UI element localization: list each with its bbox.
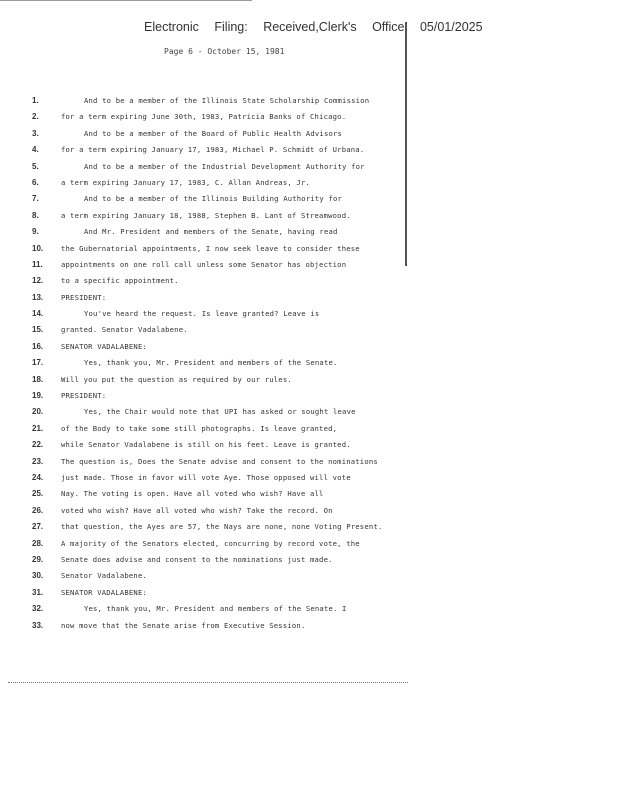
line-text: granted. Senator Vadalabene. <box>61 325 188 335</box>
line-text: for a term expiring June 30th, 1983, Patricia Banks of Chicago. <box>61 112 347 122</box>
transcript-line <box>0 260 618 276</box>
transcript-line <box>0 375 618 391</box>
line-text: Yes, the Chair would note that UPI has asked or sought leave <box>84 407 356 417</box>
transcript-line <box>0 96 618 112</box>
line-number: 13. <box>32 292 44 302</box>
line-number: 6. <box>32 177 39 187</box>
transcript-line <box>0 489 618 505</box>
line-number: 17. <box>32 358 44 368</box>
transcript-line <box>0 424 618 440</box>
line-number: 30. <box>32 571 44 581</box>
transcript-line <box>0 342 618 358</box>
line-text: Senate does advise and consent to the nominations just made. <box>61 554 333 564</box>
line-number: 27. <box>32 522 44 532</box>
transcript-line <box>0 162 618 178</box>
line-text: Yes, thank you, Mr. President and members of the Senate. <box>84 358 338 368</box>
line-number: 2. <box>32 112 39 122</box>
bottom-dotted-rule <box>8 682 408 683</box>
transcript-line <box>0 293 618 309</box>
transcript-line <box>0 309 618 325</box>
line-number: 5. <box>32 161 39 171</box>
line-number: 16. <box>32 341 44 351</box>
line-text: now move that the Senate arise from Executive Session. <box>61 620 306 630</box>
line-text: appointments on one roll call unless some Senator has objection <box>61 259 347 269</box>
line-text: Nay. The voting is open. Have all voted who wish? Have all <box>61 489 324 499</box>
line-text: that question, the Ayes are 57, the Nays are none, none Voting Present. <box>61 522 383 532</box>
line-text: The question is, Does the Senate advise and consent to the nominations <box>61 456 378 466</box>
line-number: 19. <box>32 391 44 401</box>
transcript-line <box>0 571 618 587</box>
transcript-line <box>0 211 618 227</box>
line-text: the Gubernatorial appointments, I now seek leave to consider these <box>61 243 360 253</box>
transcript-line <box>0 473 618 489</box>
line-text: Yes, thank you, Mr. President and members of the Senate. I <box>84 604 347 614</box>
transcript-line <box>0 506 618 522</box>
transcript-line <box>0 244 618 260</box>
line-text: And to be a member of the Illinois State Scholarship Commission <box>84 96 370 105</box>
line-number: 29. <box>32 554 44 564</box>
transcript-line <box>0 407 618 423</box>
transcript-line <box>0 227 618 243</box>
line-text: for a term expiring January 17, 1983, Michael P. Schmidt of Urbana. <box>61 145 365 155</box>
line-number: 9. <box>32 227 39 237</box>
header-date: 05/01/2025 <box>419 20 483 34</box>
transcript-line <box>0 555 618 571</box>
line-number: 10. <box>32 243 44 253</box>
transcript-line <box>0 522 618 538</box>
transcript-line <box>0 276 618 292</box>
transcript-line <box>0 539 618 555</box>
line-text: Senator Vadalabene. <box>61 571 148 581</box>
line-number: 8. <box>32 210 39 220</box>
line-text: And to be a member of the Industrial Development Authority for <box>84 161 365 171</box>
line-number: 31. <box>32 587 44 597</box>
transcript-line <box>0 129 618 145</box>
line-number: 23. <box>32 456 44 466</box>
line-text: voted who wish? Have all voted who wish? Take the record. On <box>61 505 333 515</box>
line-text: PRESIDENT: <box>61 391 107 401</box>
line-text: And Mr. President and members of the Senate, having read <box>84 227 338 237</box>
line-number: 15. <box>32 325 44 335</box>
line-number: 18. <box>32 374 44 384</box>
line-number: 33. <box>32 620 44 630</box>
line-text: Will you put the question as required by our rules. <box>61 374 292 384</box>
line-number: 3. <box>32 128 39 138</box>
transcript-line <box>0 325 618 341</box>
line-text: SENATOR VADALABENE: <box>61 341 148 351</box>
line-text: PRESIDENT: <box>61 292 107 302</box>
transcript-line <box>0 391 618 407</box>
transcript-line <box>0 457 618 473</box>
line-text: a term expiring January 18, 1988, Stephen B. Lant of Streamwood. <box>61 210 351 220</box>
line-number: 21. <box>32 423 44 433</box>
transcript-line <box>0 178 618 194</box>
transcript-body <box>0 96 618 637</box>
header-word-filing: Filing: <box>214 20 248 34</box>
transcript-line <box>0 588 618 604</box>
line-number: 26. <box>32 505 44 515</box>
transcript-line <box>0 621 618 637</box>
filing-stamp-header <box>144 20 495 34</box>
transcript-line <box>0 358 618 374</box>
transcript-line <box>0 145 618 161</box>
line-text: of the Body to take some still photographs. Is leave granted, <box>61 423 338 433</box>
line-number: 32. <box>32 604 44 614</box>
line-text: A majority of the Senators elected, concurring by record vote, the <box>61 538 360 548</box>
line-text: to a specific appointment. <box>61 276 179 286</box>
page-line: Page 6 - October 15, 1981 <box>164 47 285 56</box>
transcript-line <box>0 112 618 128</box>
line-number: 4. <box>32 145 39 155</box>
header-word-office: Office <box>372 20 405 34</box>
line-text: SENATOR VADALABENE: <box>61 587 148 597</box>
line-number: 20. <box>32 407 44 417</box>
line-number: 7. <box>32 194 39 204</box>
line-text: just made. Those in favor will vote Aye. Those opposed will vote <box>61 472 351 482</box>
line-number: 12. <box>32 276 44 286</box>
line-text: You've heard the request. Is leave granted? Leave is <box>84 309 320 319</box>
line-number: 1. <box>32 96 39 105</box>
line-number: 14. <box>32 309 44 319</box>
line-text: And to be a member of the Illinois Building Authority for <box>84 194 343 204</box>
line-text: while Senator Vadalabene is still on his feet. Leave is granted. <box>61 440 351 450</box>
transcript-line <box>0 440 618 456</box>
top-rule <box>0 0 252 1</box>
line-text: a term expiring January 17, 1983, C. Allan Andreas, Jr. <box>61 177 310 187</box>
line-number: 22. <box>32 440 44 450</box>
transcript-line <box>0 604 618 620</box>
header-word-electronic: Electronic <box>144 20 199 34</box>
line-number: 25. <box>32 489 44 499</box>
header-word-received: Received,Clerk's <box>263 20 357 34</box>
transcript-line <box>0 194 618 210</box>
line-number: 28. <box>32 538 44 548</box>
line-number: 11. <box>32 259 43 269</box>
line-number: 24. <box>32 472 44 482</box>
line-text: And to be a member of the Board of Public Health Advisors <box>84 128 343 138</box>
